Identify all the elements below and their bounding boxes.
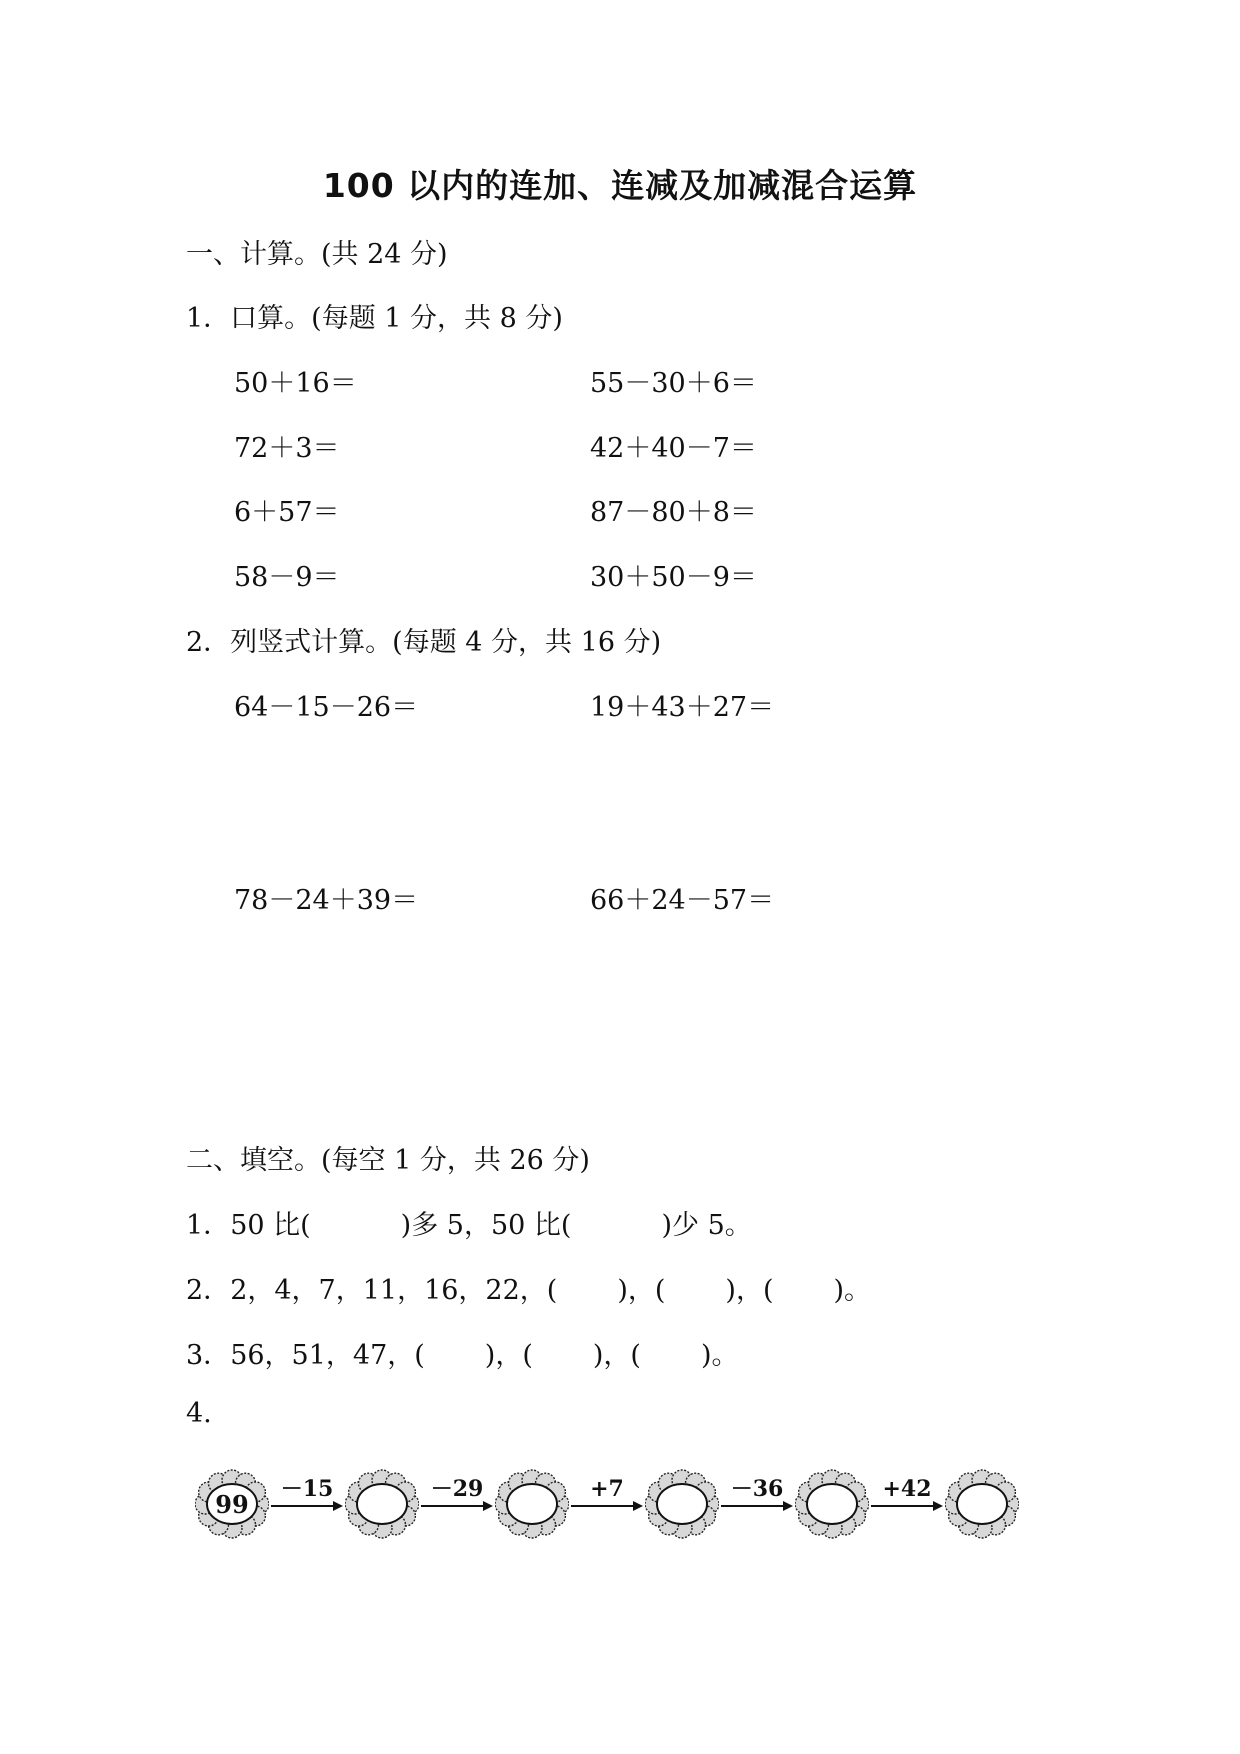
question-number: 3． xyxy=(186,1340,231,1371)
flower-center xyxy=(507,1484,557,1524)
start-number: 99 xyxy=(215,1490,249,1519)
question-text: )多 5，50 比( xyxy=(400,1210,572,1241)
page-title: 100 以内的连加、连减及加减混合运算 xyxy=(322,166,918,205)
vertical-problem: 66＋24－57＝ xyxy=(590,885,775,916)
question-text: )。 xyxy=(700,1340,739,1371)
question-text: )少 5。 xyxy=(661,1210,752,1241)
number-chain xyxy=(195,1464,1055,1544)
operation-arrow-3 xyxy=(569,1464,645,1544)
question-text: )，( xyxy=(592,1340,641,1371)
fill-question-1 xyxy=(186,1203,752,1242)
question-text: )，( xyxy=(484,1340,533,1371)
operation-label: －15 xyxy=(280,1476,334,1502)
question-text: 50 比( xyxy=(230,1210,311,1241)
arrow-head xyxy=(933,1501,943,1511)
question-number: 4. xyxy=(186,1398,212,1429)
flower-4[interactable] xyxy=(645,1464,719,1544)
flower-6[interactable] xyxy=(945,1464,1019,1544)
question-text: )。 xyxy=(833,1275,872,1306)
oral-problem: 87－80＋8＝ xyxy=(590,497,757,528)
fill-question-2 xyxy=(186,1268,871,1307)
section1-heading: 一、计算。(共 24 分) xyxy=(186,239,448,270)
flower-2[interactable] xyxy=(345,1464,419,1544)
question-text: 2，4，7，11，16，22，( xyxy=(230,1275,558,1306)
operation-label: －29 xyxy=(430,1476,484,1502)
flower-center xyxy=(357,1484,407,1524)
oral-problem: 58－9＝ xyxy=(234,562,340,593)
flower-center xyxy=(807,1484,857,1524)
flower-1 xyxy=(195,1464,269,1544)
operation-label: +7 xyxy=(590,1476,624,1502)
oral-problem: 72＋3＝ xyxy=(234,433,340,464)
vertical-problem: 19＋43＋27＝ xyxy=(590,692,775,723)
arrow-head xyxy=(483,1501,493,1511)
section2-heading: 二、填空。(每空 1 分，共 26 分) xyxy=(186,1145,590,1176)
question-number: 1． xyxy=(186,1210,231,1241)
flower-5[interactable] xyxy=(795,1464,869,1544)
operation-arrow-1 xyxy=(269,1464,345,1544)
q2-heading: 2．列竖式计算。(每题 4 分，共 16 分) xyxy=(186,627,662,658)
oral-problem: 6＋57＝ xyxy=(234,497,340,528)
operation-label: －36 xyxy=(730,1476,784,1502)
vertical-problem: 64－15－26＝ xyxy=(234,692,419,723)
flower-3[interactable] xyxy=(495,1464,569,1544)
operation-label: +42 xyxy=(882,1476,932,1502)
oral-problem: 42＋40－7＝ xyxy=(590,433,757,464)
operation-arrow-4 xyxy=(719,1464,795,1544)
flower-center xyxy=(657,1484,707,1524)
question-number: 2． xyxy=(186,1275,231,1306)
q1-heading: 1．口算。(每题 1 分，共 8 分) xyxy=(186,303,563,334)
flower-center xyxy=(957,1484,1007,1524)
question-text: )，( xyxy=(617,1275,666,1306)
operation-arrow-5 xyxy=(869,1464,945,1544)
arrow-head xyxy=(633,1501,643,1511)
question-text: )，( xyxy=(725,1275,774,1306)
oral-problem: 55－30＋6＝ xyxy=(590,368,757,399)
arrow-head xyxy=(783,1501,793,1511)
question-text: 56，51，47，( xyxy=(230,1340,425,1371)
arrow-head xyxy=(333,1501,343,1511)
operation-arrow-2 xyxy=(419,1464,495,1544)
oral-problem: 50＋16＝ xyxy=(234,368,357,399)
oral-problem: 30＋50－9＝ xyxy=(590,562,757,593)
fill-question-3 xyxy=(186,1333,739,1372)
vertical-problem: 78－24＋39＝ xyxy=(234,885,419,916)
